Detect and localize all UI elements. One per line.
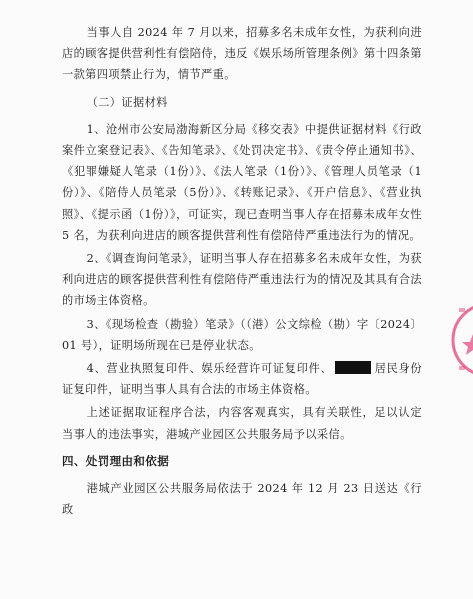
paragraph-penalty-basis: 港城产业园区公共服务局依法于 2024 年 12 月 23 日送达《行政: [62, 482, 422, 517]
section-heading-penalty-basis: 四、处罚理由和依据: [62, 453, 170, 468]
evidence-item-4: [62, 358, 422, 400]
evidence-item-3: 3、《现场检查（勘验）笔录》（（港）公文综检（勘）字〔2024〕01 号），证明场所现在已是停业状态。: [62, 317, 422, 352]
redaction-block: [335, 361, 371, 374]
evidence-item-1: 1、沧州市公安局渤海新区分局《移交表》中提供证据材料《行政案件立案登记表》、《告知笔录》、《处罚决定书》、《责令停止通知书》、《犯罪嫌疑人笔录（1份）》、《法人笔录（1份）》、《管理人员笔录（1份）》、《陪侍人员笔录（5份）》、《转账记录》、《开户信息》、《营业执照》、《提示函（1份）》，可证实，现已查明当事人存在招募未成年女性 5 名，为获利向进店的顾客提供营利性有偿陪侍严重违法行为的情况。: [62, 122, 422, 242]
evidence-item-4-part-b: 居民身份证复印件，证明当事人具有合法的市场主体资格。: [62, 362, 422, 397]
evidence-item-2: 2、《调查询问笔录》，证明当事人存在招募多名未成年女性，为获利向进店的顾客提供营利性有偿陪侍严重违法行为的情况及其具有合法的市场主体资格。: [62, 252, 422, 308]
document-body: [62, 22, 422, 522]
paragraph-facts: 当事人自 2024 年 7 月以来，招募多名未成年女性，为获利向进店的顾客提供营利性有偿陪侍，违反《娱乐场所管理条例》第十四条第一款第四项禁止行为，情节严重。: [62, 26, 422, 82]
evidence-summary: 上述证据取证程序合法，内容客观真实，具有关联性，足以认定当事人的违法事实，港城产业园区公共服务局予以采信。: [62, 406, 422, 441]
section-heading-evidence: （二）证据材料: [86, 95, 168, 109]
evidence-item-4-part-a: 4、营业执照复印件、娱乐经营许可证复印件、: [86, 362, 333, 376]
official-seal-fragment: [451, 290, 473, 390]
